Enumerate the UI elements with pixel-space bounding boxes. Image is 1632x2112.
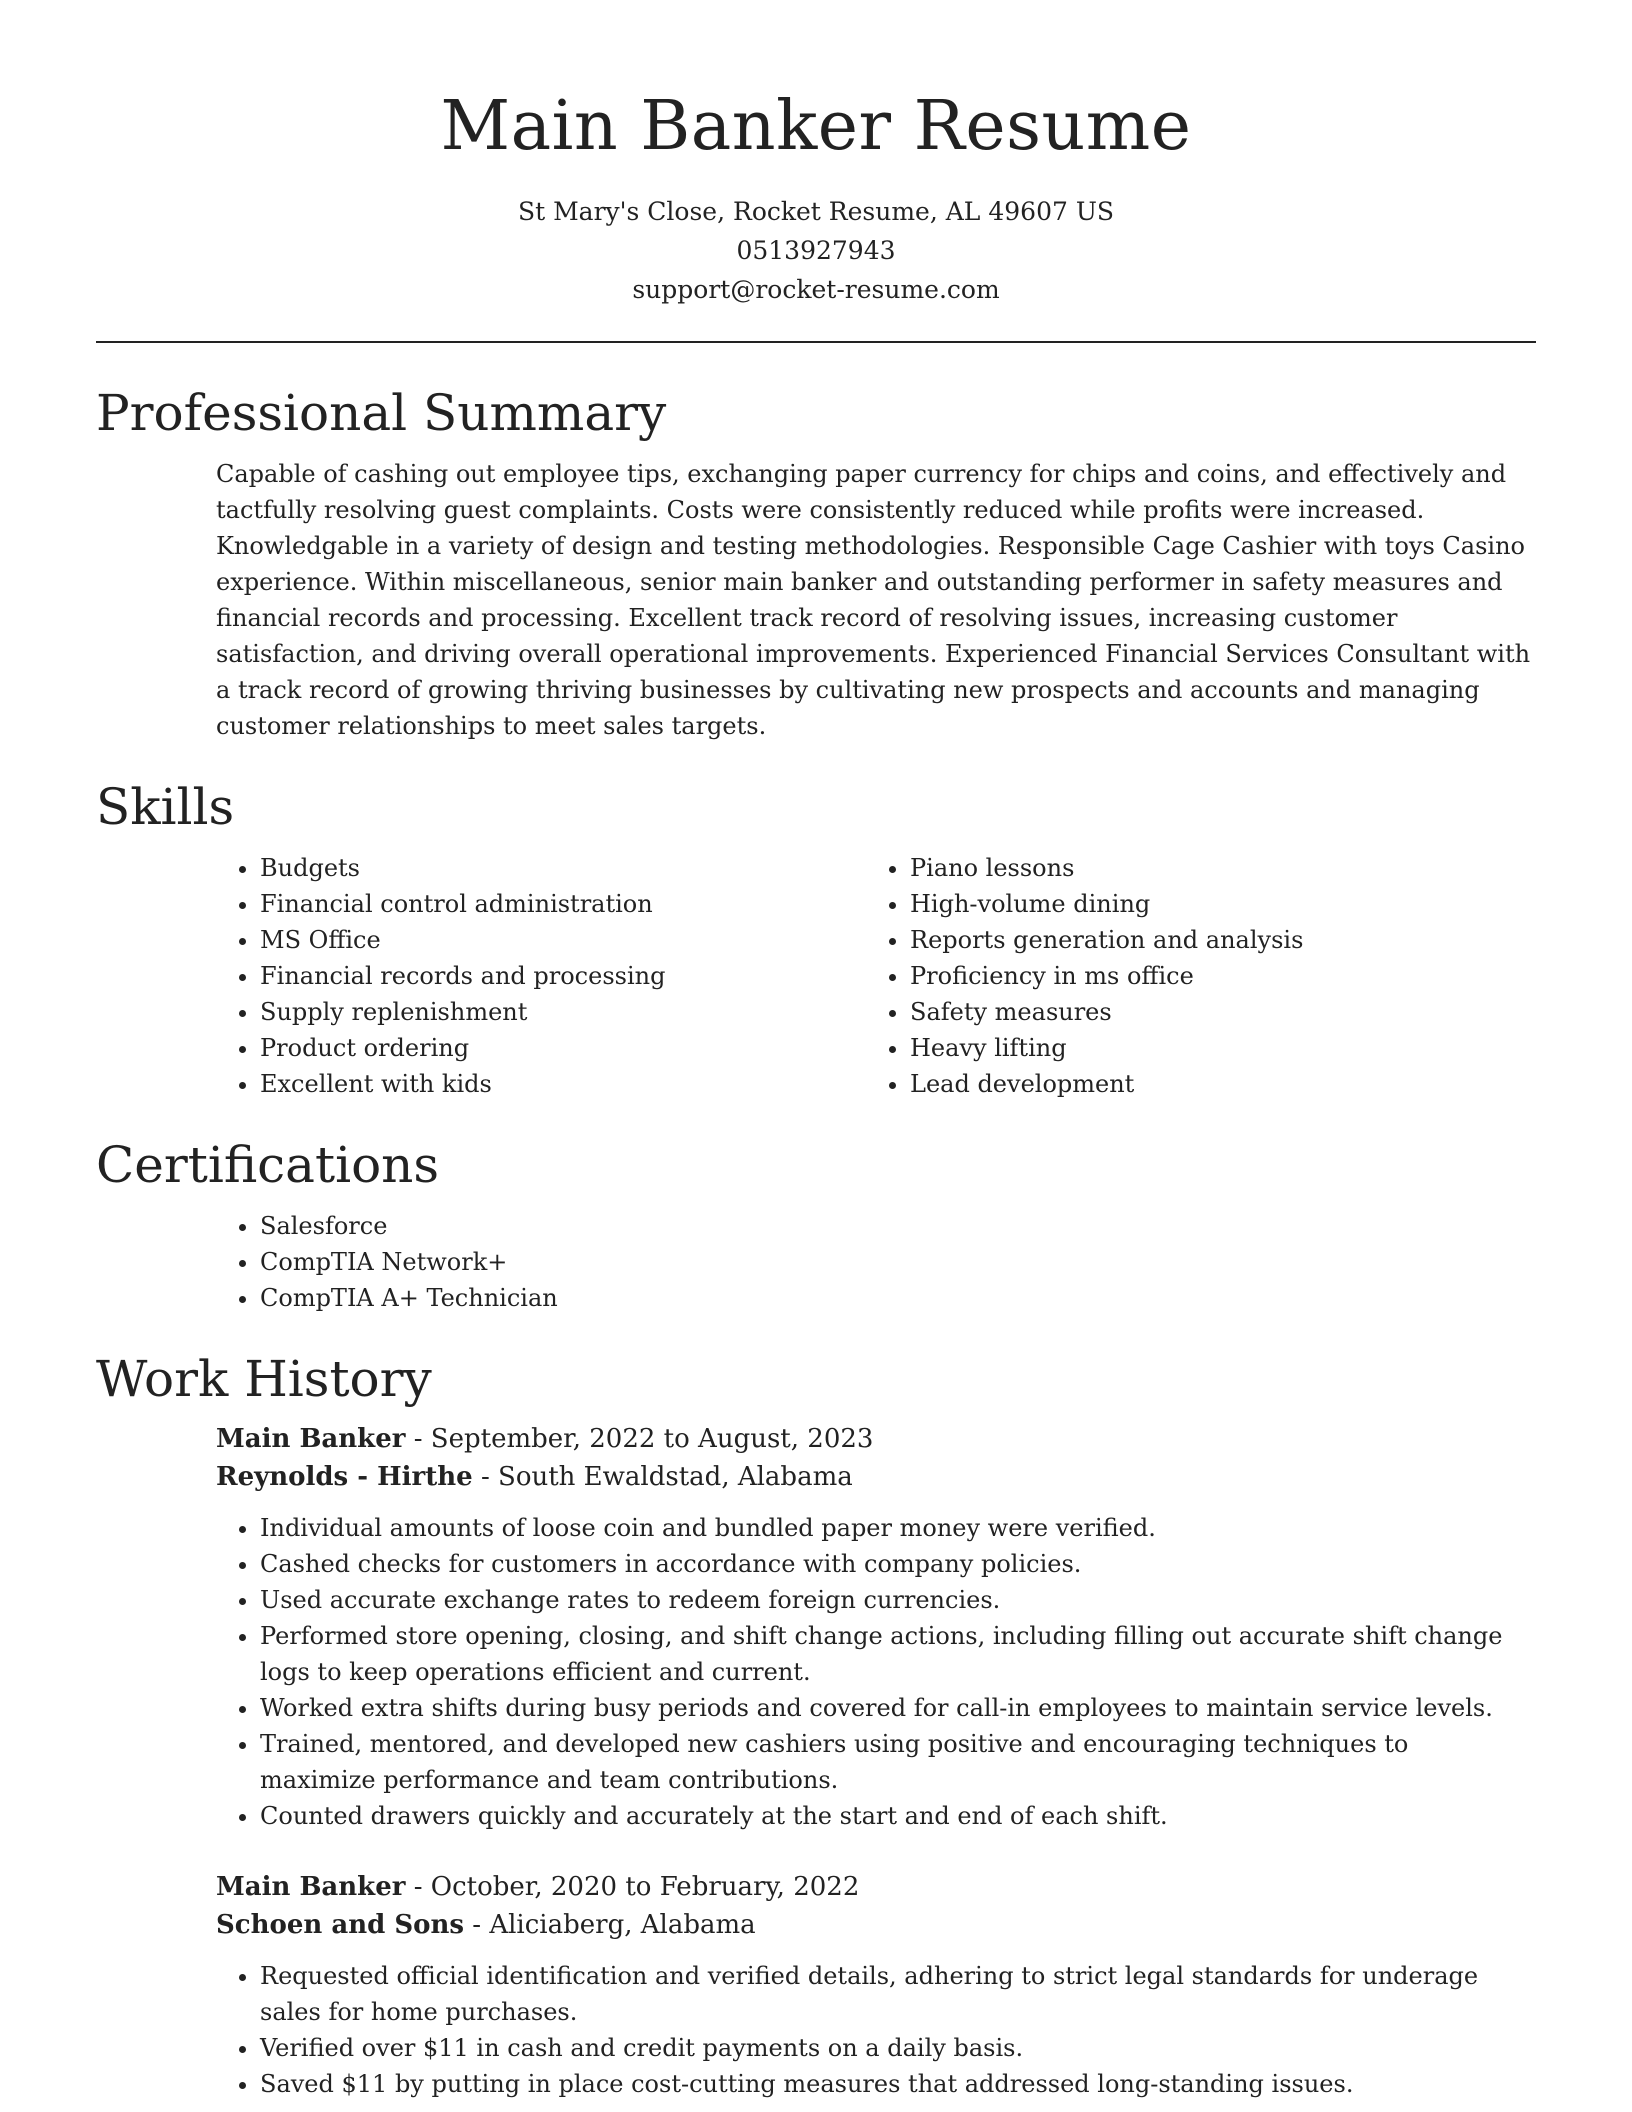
job-separator: - (413, 1872, 431, 1902)
skill-item: • Supply replenishment (260, 994, 866, 1030)
job-company: Schoen and Sons (216, 1910, 464, 1940)
skills-section (96, 776, 1536, 1102)
job-bullets (216, 1958, 1536, 2102)
job-entry (216, 1420, 1536, 1834)
skills-column-right (866, 850, 1516, 1102)
job-bullet: • Trained, mentored, and developed new cashiers using positive and encouraging techniques to maximize performance and team contributions. (260, 1726, 1530, 1798)
skill-item: • Safety measures (910, 994, 1516, 1030)
skill-item: • Product ordering (260, 1030, 866, 1066)
skill-item: • Heavy lifting (910, 1030, 1516, 1066)
job-bullet: • Worked extra shifts during busy periods and covered for call-in employees to maintain service levels. (260, 1690, 1530, 1726)
job-title-line (216, 1420, 1536, 1458)
job-dates: September, 2022 to August, 2023 (430, 1424, 874, 1454)
skills-list-right (866, 850, 1516, 1102)
resume-header (0, 0, 1632, 309)
certifications-list (216, 1208, 1536, 1316)
summary-section (96, 382, 1536, 744)
skill-item: • MS Office (260, 922, 866, 958)
skills-column-left (216, 850, 866, 1102)
summary-heading: Professional Summary (96, 384, 667, 442)
job-bullet: • Counted drawers quickly and accurately at the start and end of each shift. (260, 1798, 1530, 1834)
job-bullet: • Used accurate exchange rates to redeem foreign currencies. (260, 1582, 1530, 1618)
job-company-line (216, 1458, 1536, 1496)
job-company: Reynolds - Hirthe (216, 1462, 473, 1492)
certifications-body (216, 1208, 1536, 1316)
skill-item: • Lead development (910, 1066, 1516, 1102)
job-title-line (216, 1868, 1536, 1906)
skill-item: • Reports generation and analysis (910, 922, 1516, 958)
summary-text: Capable of cashing out employee tips, exchanging paper currency for chips and coins, and effectively and tactfully resolving guest complaints. Costs were consistently reduced while profits were increased. Knowledgable in a variety of design and testing methodologies. Responsible Cage Cashier with toys Casino experience. Within miscellaneous, senior main banker and outstanding performer in safety measures and financial records and processing. Excellent track record of resolving issues, increasing customer satisfaction, and driving overall operational improvements. Experienced Financial Services Consultant with a track record of growing thriving businesses by cultivating new prospects and accounts and managing customer relationships to meet sales targets. (216, 460, 1531, 740)
contact-info (0, 192, 1632, 309)
job-dates: October, 2020 to February, 2022 (430, 1872, 860, 1902)
job-role: Main Banker (216, 1872, 406, 1902)
contact-address: St Mary's Close, Rocket Resume, AL 49607 US (517, 197, 1115, 226)
skills-list-left (216, 850, 866, 1102)
contact-phone: 0513927943 (736, 236, 896, 265)
job-location: Aliciaberg, Alabama (489, 1910, 756, 1940)
skill-item: • Excellent with kids (260, 1066, 866, 1102)
job-company-line (216, 1906, 1536, 1944)
skills-heading: Skills (96, 778, 235, 836)
job-bullet: • Saved $11 by putting in place cost-cutting measures that addressed long-standing issues. (260, 2066, 1530, 2102)
job-role: Main Banker (216, 1424, 406, 1454)
job-location: South Ewaldstad, Alabama (498, 1462, 853, 1492)
resume-title: Main Banker Resume (440, 87, 1192, 166)
certifications-heading: Certifications (96, 1136, 440, 1194)
skills-grid (216, 850, 1536, 1102)
skill-item: • Piano lessons (910, 850, 1516, 886)
certification-item: • CompTIA Network+ (260, 1244, 1536, 1280)
job-entry (216, 1868, 1536, 2102)
job-bullet: • Individual amounts of loose coin and bundled paper money were verified. (260, 1510, 1530, 1546)
skill-item: • Financial records and processing (260, 958, 866, 994)
job-bullet: • Cashed checks for customers in accordance with company policies. (260, 1546, 1530, 1582)
work-history-section (96, 1348, 1536, 2102)
work-history-body (216, 1420, 1536, 2102)
contact-email: support@rocket-resume.com (632, 275, 1000, 304)
skill-item: • Budgets (260, 850, 866, 886)
work-history-heading: Work History (96, 1350, 432, 1408)
job-separator: - (472, 1910, 490, 1940)
certification-item: • CompTIA A+ Technician (260, 1280, 1536, 1316)
skill-item: • Financial control administration (260, 886, 866, 922)
skill-item: • Proficiency in ms office (910, 958, 1516, 994)
job-separator: - (480, 1462, 499, 1492)
certification-item: • Salesforce (260, 1208, 1536, 1244)
header-divider (96, 341, 1536, 343)
skill-item: • High-volume dining (910, 886, 1516, 922)
certifications-section (96, 1134, 1536, 1316)
job-bullets (216, 1510, 1536, 1834)
job-bullet: • Verified over $11 in cash and credit payments on a daily basis. (260, 2030, 1530, 2066)
job-bullet: • Performed store opening, closing, and shift change actions, including filling out accurate shift change logs to keep operations efficient and current. (260, 1618, 1530, 1690)
job-bullet: • Requested official identification and verified details, adhering to strict legal standards for underage sales for home purchases. (260, 1958, 1530, 2030)
job-separator: - (413, 1424, 431, 1454)
